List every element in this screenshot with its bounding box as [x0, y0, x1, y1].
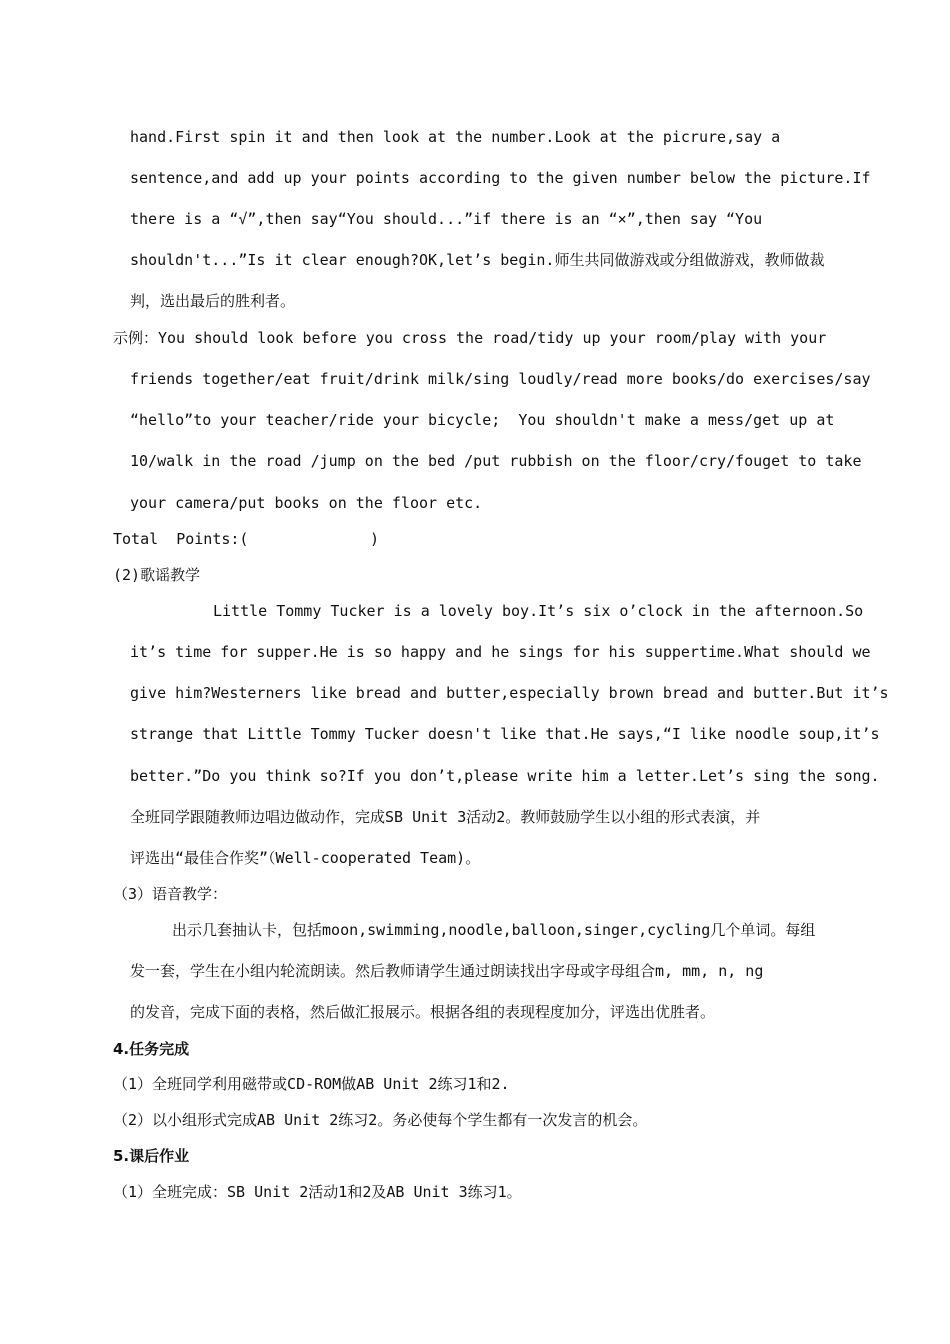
- task-item: （1）全班同学利用磁带或CD-ROM做AB Unit 2练习1和2.: [113, 1075, 510, 1093]
- paragraph-line: 判，选出最后的胜利者。: [130, 292, 296, 310]
- phonics-heading: （3）语音教学：: [113, 885, 228, 903]
- phonics-line: 出示几套抽认卡，包括moon,swimming,noodle,balloon,singer,cycling几个单词。每组: [172, 921, 816, 939]
- paragraph-line: hand.First spin it and then look at the number.Look at the picrure,say a: [130, 128, 781, 146]
- homework-heading: 5.课后作业: [113, 1147, 190, 1165]
- task-heading: 4.任务完成: [113, 1040, 190, 1058]
- homework-item: （1）全班完成：SB Unit 2活动1和2及AB Unit 3练习1。: [113, 1183, 522, 1201]
- example-line: 10/walk in the road /jump on the bed /put rubbish on the floor/cry/fouget to take: [130, 452, 862, 470]
- song-line: Little Tommy Tucker is a lovely boy.It’s six o’clock in the afternoon.So: [213, 602, 864, 620]
- example-line: 示例：You should look before you cross the road/tidy up your room/play with your: [113, 329, 827, 347]
- song-line: 评选出“最佳合作奖”（Well-cooperated Team)。: [130, 849, 481, 867]
- phonics-line: 发一套，学生在小组内轮流朗读。然后教师请学生通过朗读找出字母或字母组合m, mm, n, ng: [130, 962, 764, 980]
- song-line: strange that Little Tommy Tucker doesn't like that.He says,“I like noodle soup,it’s: [130, 725, 880, 743]
- phonics-line: 的发音，完成下面的表格，然后做汇报展示。根据各组的表现程度加分，评选出优胜者。: [130, 1003, 716, 1021]
- song-line: give him?Westerners like bread and butter,especially brown bread and butter.But it’s: [130, 684, 889, 702]
- task-item: （2）以小组形式完成AB Unit 2练习2。务必使每个学生都有一次发言的机会。: [113, 1111, 648, 1129]
- song-heading: (2)歌谣教学: [113, 566, 201, 584]
- paragraph-line: there is a “√”,then say“You should...”if there is an “×”,then say “You: [130, 210, 763, 228]
- total-points-close: ): [370, 530, 380, 548]
- example-line: friends together/eat fruit/drink milk/sing loudly/read more books/do exercises/say: [130, 370, 871, 388]
- example-line: “hello”to your teacher/ride your bicycle; You shouldn't make a mess/get up at: [130, 411, 835, 429]
- song-line: 全班同学跟随教师边唱边做动作，完成SB Unit 3活动2。教师鼓励学生以小组的形式表演，并: [130, 808, 761, 826]
- paragraph-line: sentence,and add up your points according to the given number below the picture.If: [130, 169, 871, 187]
- paragraph-line: shouldn't...”Is it clear enough?OK,let’s begin.师生共同做游戏或分组做游戏，教师做裁: [130, 251, 825, 269]
- song-line: better.”Do you think so?If you don’t,please write him a letter.Let’s sing the song.: [130, 767, 880, 785]
- example-line: your camera/put books on the floor etc.: [130, 494, 483, 512]
- total-points-label: Total Points:(: [113, 530, 249, 548]
- song-line: it’s time for supper.He is so happy and he sings for his suppertime.What should we: [130, 643, 871, 661]
